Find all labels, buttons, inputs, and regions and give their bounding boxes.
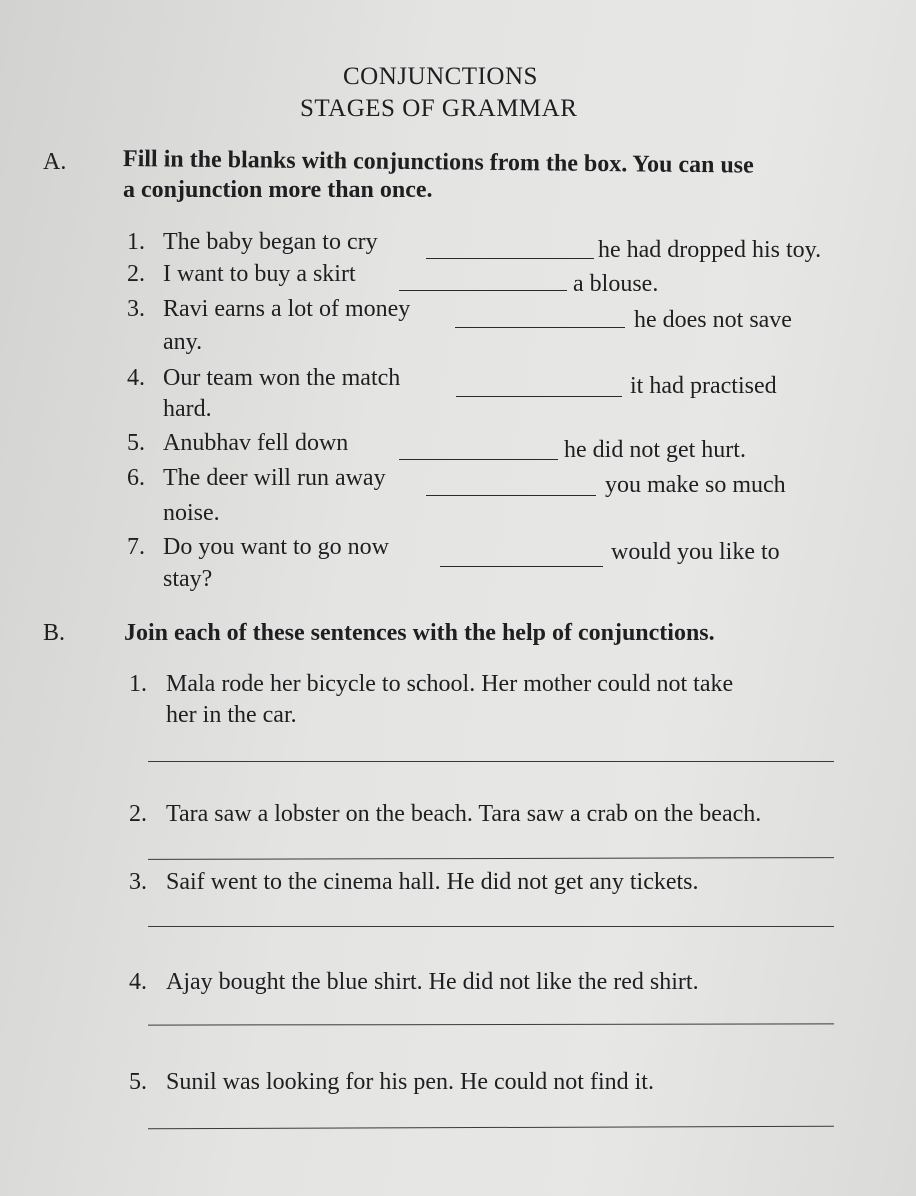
- item-text-after: it had practised: [630, 373, 777, 399]
- item-number: 6.: [127, 465, 145, 491]
- item-number: 3.: [129, 869, 147, 895]
- item-text: Mala rode her bicycle to school. Her mother could not take: [166, 671, 734, 697]
- section-a-instruction: Fill in the blanks with conjunctions from the box. You can use: [122, 146, 754, 179]
- item-text-before: Anubhav fell down: [163, 430, 349, 456]
- answer-line[interactable]: [148, 926, 834, 927]
- item-text-after: he had dropped his toy.: [598, 237, 822, 263]
- item-text: Ajay bought the blue shirt. He did not like the red shirt.: [166, 969, 699, 995]
- item-text-after: you make so much: [605, 472, 786, 498]
- answer-blank[interactable]: [426, 258, 594, 259]
- item-text-before: Our team won the match: [163, 365, 401, 391]
- item-text-after: he did not get hurt.: [564, 437, 746, 463]
- item-number: 2.: [129, 801, 147, 827]
- section-a-letter: A.: [43, 149, 67, 175]
- item-number: 4.: [129, 969, 147, 995]
- answer-line[interactable]: [148, 1126, 834, 1129]
- item-number: 7.: [127, 534, 145, 560]
- item-text-cont: hard.: [163, 396, 212, 422]
- item-number: 5.: [127, 430, 145, 456]
- item-number: 2.: [127, 261, 145, 287]
- page-title: CONJUNCTIONS: [343, 63, 538, 90]
- item-text-cont: noise.: [163, 500, 220, 526]
- answer-line[interactable]: [148, 761, 834, 762]
- item-text-before: Do you want to go now: [163, 534, 389, 560]
- item-text-before: The baby began to cry: [163, 229, 378, 255]
- item-number: 3.: [127, 296, 145, 322]
- item-number: 4.: [127, 365, 145, 391]
- item-text-cont: her in the car.: [166, 702, 297, 728]
- answer-blank[interactable]: [399, 459, 558, 460]
- answer-blank[interactable]: [426, 495, 596, 496]
- item-text-cont: stay?: [163, 566, 213, 592]
- answer-blank[interactable]: [399, 290, 567, 291]
- section-a-instruction-cont: a conjunction more than once.: [123, 177, 433, 203]
- answer-line[interactable]: [148, 1023, 834, 1025]
- item-number: 1.: [127, 229, 145, 255]
- item-text-after: a blouse.: [573, 271, 659, 297]
- item-text: Sunil was looking for his pen. He could not find it.: [166, 1069, 654, 1095]
- answer-blank[interactable]: [455, 327, 625, 328]
- item-number: 5.: [129, 1069, 147, 1095]
- answer-blank[interactable]: [456, 396, 622, 397]
- section-b-letter: B.: [43, 620, 66, 646]
- item-text-before: Ravi earns a lot of money: [163, 296, 411, 322]
- item-text-before: I want to buy a skirt: [163, 261, 356, 287]
- answer-line[interactable]: [148, 857, 834, 860]
- item-number: 1.: [129, 671, 147, 697]
- item-text-before: The deer will run away: [163, 465, 386, 491]
- item-text-cont: any.: [163, 329, 203, 355]
- answer-blank[interactable]: [440, 566, 603, 567]
- section-b-instruction: Join each of these sentences with the help of conjunctions.: [124, 620, 715, 646]
- item-text-after: he does not save: [634, 307, 792, 333]
- page-subtitle: STAGES OF GRAMMAR: [300, 95, 578, 122]
- item-text-after: would you like to: [611, 539, 780, 565]
- item-text: Tara saw a lobster on the beach. Tara saw a crab on the beach.: [166, 801, 762, 827]
- item-text: Saif went to the cinema hall. He did not get any tickets.: [166, 869, 699, 895]
